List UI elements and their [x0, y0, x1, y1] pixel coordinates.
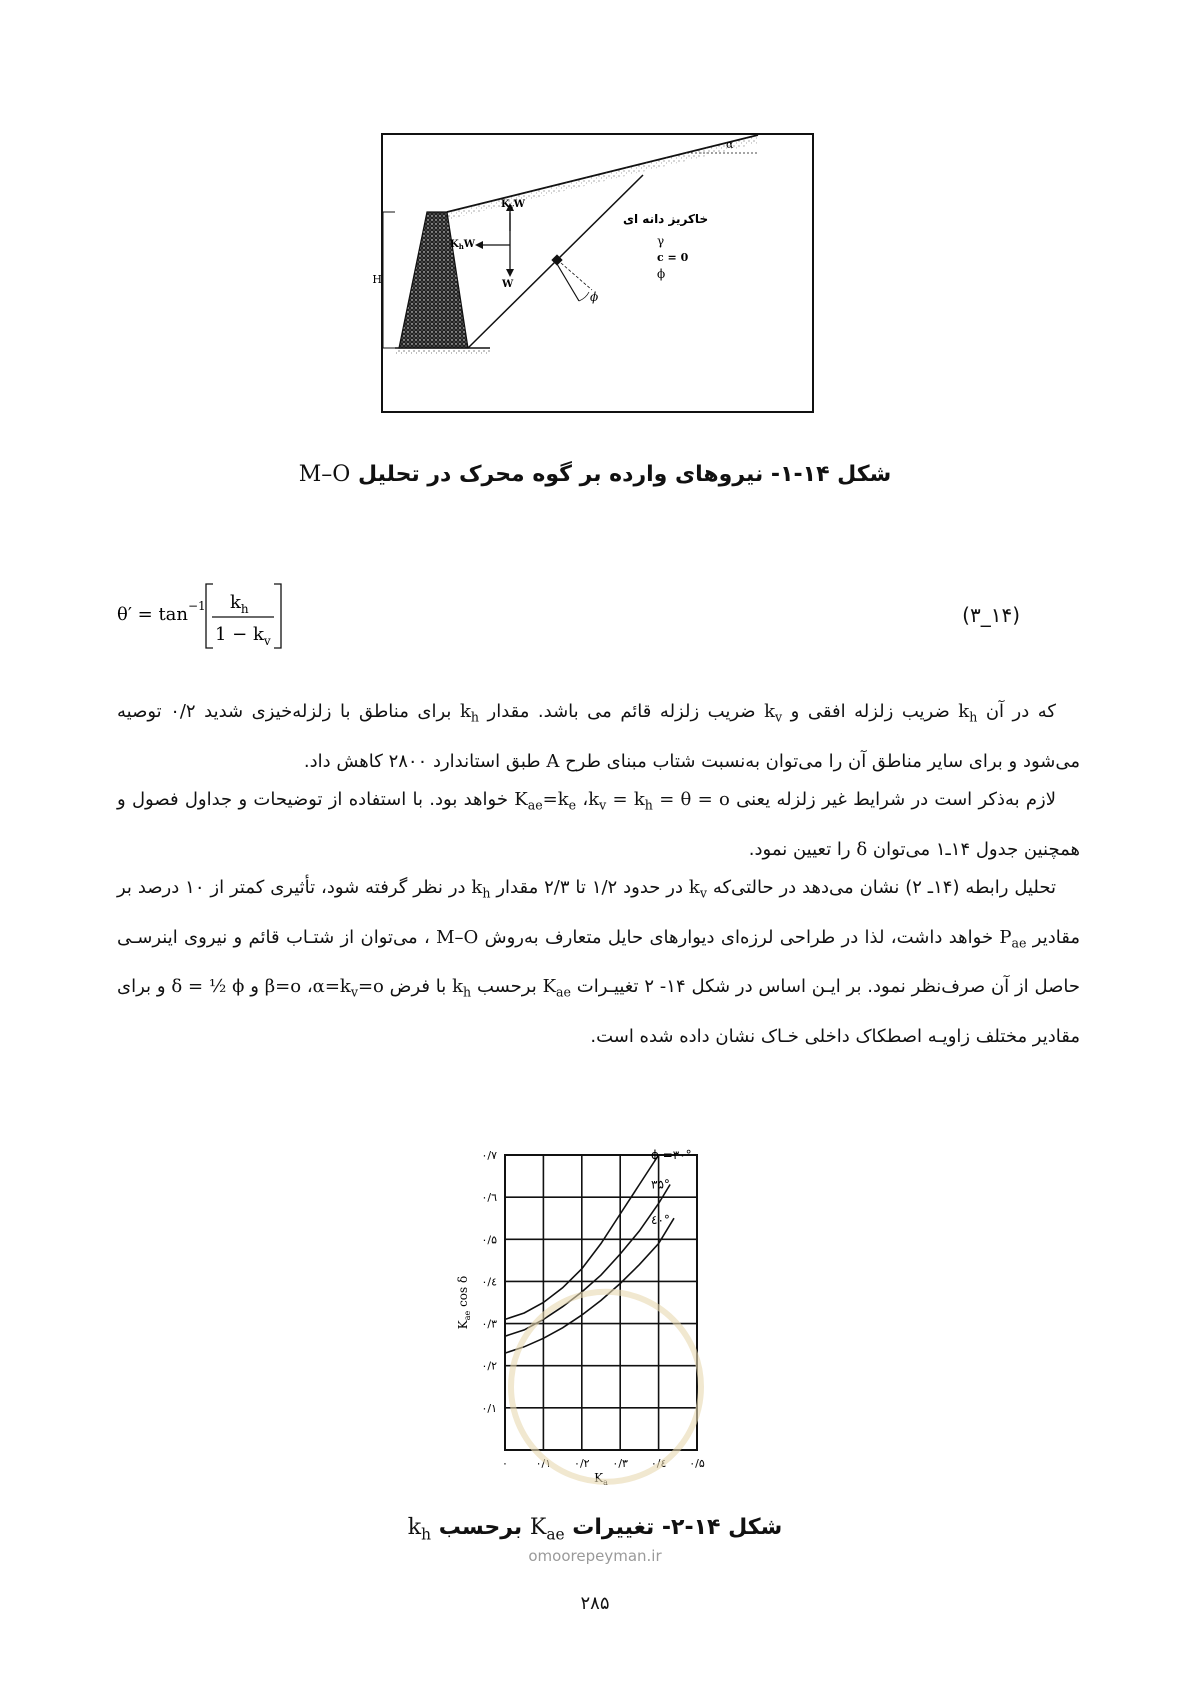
paragraph-3: تحلیل رابطه (۱۴ـ ۲) نشان می‌دهد در حالتی‌که $k_v$ در حدود ۱/۲ تا ۲/۳ مقدار $k_h$ در نظر گرفته شود، تأثیری کمتر از ۱۰ درصد بر مقادیر $P_{ae}$ خواهد داشت، لذا در طراحی لرزه‌ای دیوارهای حایل متعارف به‌روش M–O ، می‌توان از شتـاب قائم و نیروی اینرسـی حاصل از آن صرف‌نظر نمود. بر ایـن اساس در شکل ۱۴- ۲ تغییـرات $K_{ae}$ برحسب $k_h$ با فرض $\alpha=k_v=o،$ β=o و δ = ½ ϕ و برای مقادیر مختلف زاویـه اصطکاک داخلی خـاک نشان داده شده است. — [117, 877, 1081, 1047]
x-tick-label: ۰/۲ — [574, 1457, 590, 1470]
paragraph-2: لازم به‌ذکر است در شرایط غیر زلزله یعنی $k_v = k_h = \theta$ = o، $K_{ae}=k_e$ خواهد بود. با استفاده از توضیحات و جداول فصول و همچنین جدول ۱۴ـ۱ می‌توان δ را تعیین نمود. — [117, 789, 1080, 860]
equation-number: (۱۴_۳) — [962, 603, 1020, 627]
figure-2-chart — [427, 1140, 767, 1485]
caption-kh: $k_h$ — [407, 1515, 432, 1544]
watermark-url: omoorepeyman.ir — [528, 1547, 662, 1565]
equation-exponent: −1 — [188, 599, 206, 613]
figure-2-caption: شکل ۱۴-۲- تغییرات $K_{ae}$ برحسب $k_h$ — [407, 1515, 783, 1544]
page-number: ۲۸۵ — [580, 1593, 610, 1614]
figure-1-caption: شکل ۱۴-۱- نیروهای وارده بر گوه محرک در تحلیل M–O — [298, 462, 892, 487]
caption-kae: $K_{ae}$ — [529, 1515, 565, 1544]
wedge-diagram-svg — [372, 135, 812, 411]
y-tick-label: ۰/٤ — [481, 1275, 497, 1289]
reaction-arrow — [557, 264, 579, 301]
series-label-2: ۳۵° — [651, 1177, 670, 1192]
y-tick-label: ۰/۱ — [481, 1401, 497, 1415]
x-axis-label: $K_a$ — [594, 1471, 608, 1487]
phi-angle-label: ϕ — [590, 290, 599, 304]
x-tick-label: ۰ — [502, 1457, 508, 1470]
series-label-1: ϕ =۳۰° — [651, 1148, 692, 1162]
retaining-wall — [399, 212, 468, 348]
y-axis-label: $K_{ae}$ cos δ — [456, 1275, 472, 1330]
x-tick-label: ۰/٤ — [650, 1457, 667, 1470]
w-label: W — [502, 279, 514, 290]
cohesion-label: c = 0 — [657, 251, 689, 264]
y-tick-label: ۰/٦ — [481, 1191, 497, 1205]
equation-denominator: $1 - k_v$ — [215, 624, 271, 648]
equation-svg — [117, 582, 317, 652]
figure-1-wedge-diagram — [372, 133, 814, 413]
phi-label: ϕ — [657, 267, 666, 281]
backfill-label: خاکریز دانه ای — [623, 212, 709, 226]
x-tick-label: ۰/۱ — [535, 1457, 552, 1470]
normal-line — [561, 263, 592, 290]
kvw-label: $K_vW$ — [501, 199, 526, 211]
chart-frame — [505, 1155, 697, 1450]
equation-numerator: $k_h$ — [230, 592, 249, 616]
y-tick-label: ۰/۵ — [481, 1233, 497, 1247]
paragraph-1: که در آن $k_h$ ضریب زلزله افقی و $k_v$ ضریب زلزله قائم می باشد. مقدار $k_h$ برای مناطق با زلزله‌خیزی شدید ۰/۲ توصیه می‌شود و برای سایر مناطق آن را می‌توان به‌نسبت شتاب مبنای طرح A طبق استاندارد ۲۸۰۰ کاهش داد. — [117, 701, 1080, 772]
y-tick-label: ۰/۳ — [481, 1317, 497, 1331]
alpha-label: α — [726, 138, 734, 151]
kae-chart-svg — [427, 1140, 767, 1485]
khw-label: $K_hW$ — [450, 239, 476, 251]
series-label-3: ٤۰° — [651, 1213, 670, 1228]
equation-lhs: θ′ = tan — [117, 604, 189, 625]
backfill-surface-texture — [447, 135, 758, 220]
gamma-label: γ — [657, 234, 665, 248]
y-tick-label: ۰/۷ — [481, 1149, 497, 1162]
h-label: H — [372, 273, 382, 286]
x-tick-label: ۰/۳ — [612, 1457, 628, 1470]
x-tick-label: ۰/۵ — [689, 1457, 705, 1470]
y-tick-label: ۰/۲ — [481, 1359, 497, 1373]
equation-14-3 — [117, 582, 317, 652]
